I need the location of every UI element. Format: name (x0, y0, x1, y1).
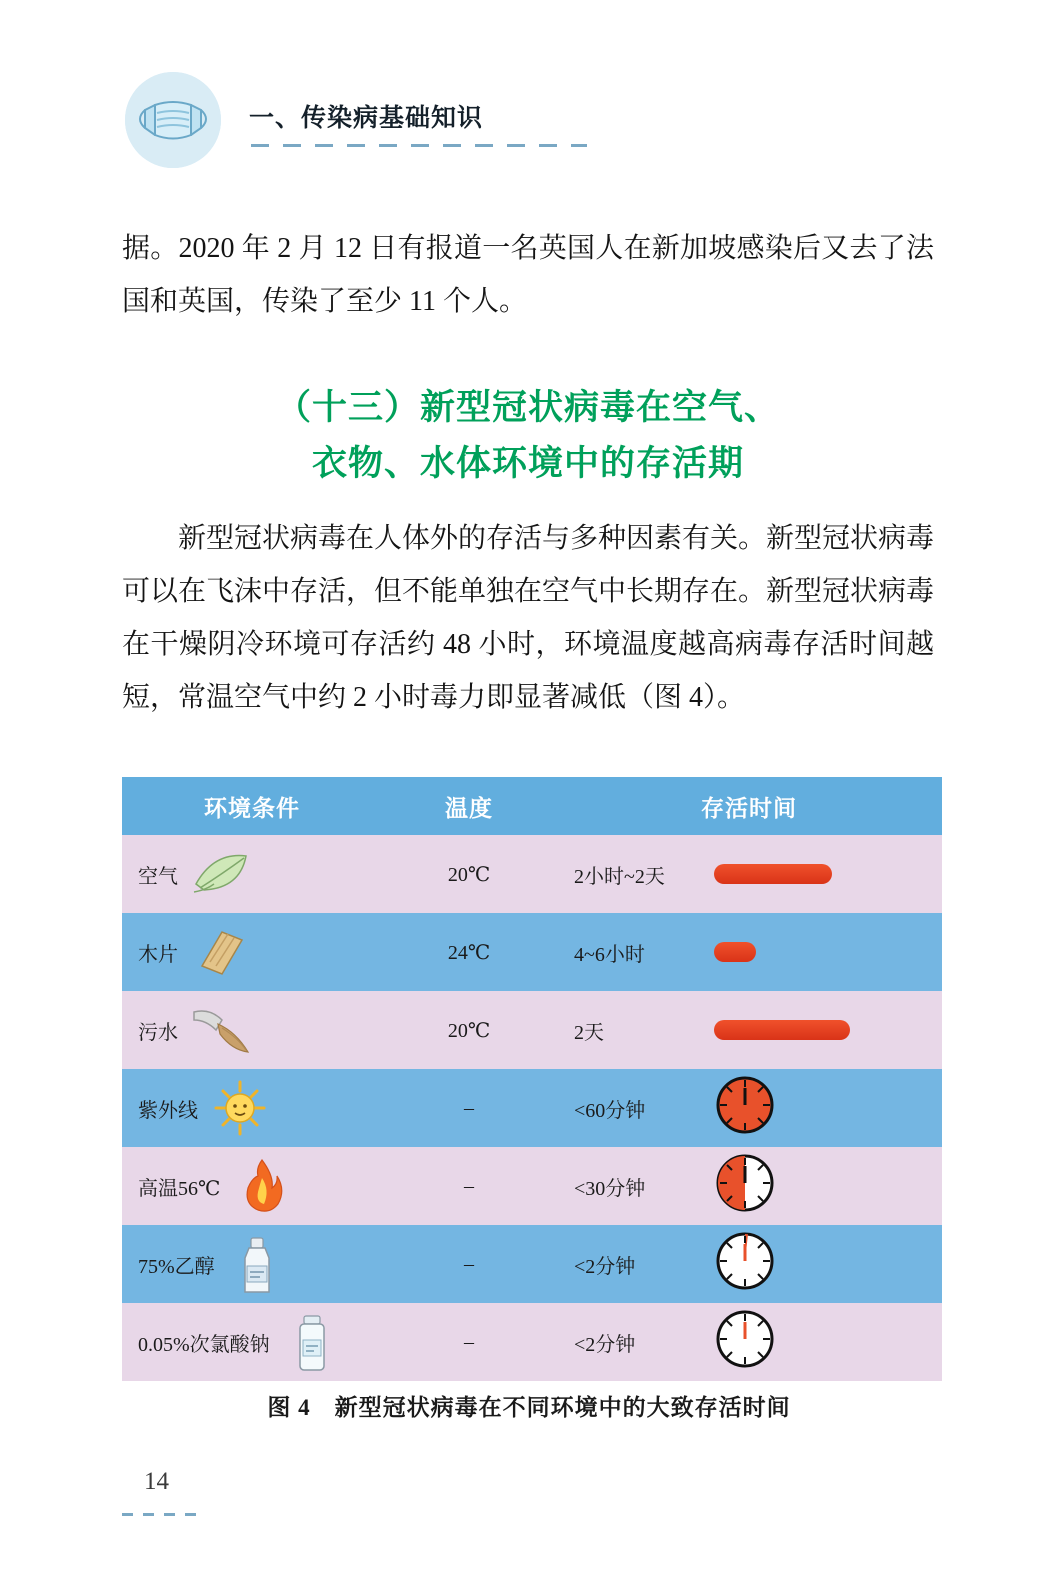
paragraph-intro: 据。2020 年 2 月 12 日有报道一名英国人在新加坡感染后又去了法国和英国，传染了至少 11 个人。 (122, 233, 934, 317)
cell-temperature: – (382, 1147, 556, 1225)
cell-condition (122, 1225, 382, 1303)
survival-label: <2分钟 (574, 1255, 636, 1278)
header-divider (251, 144, 587, 147)
cell-temperature: – (382, 1225, 556, 1303)
cell-survival (556, 835, 942, 913)
cell-condition (122, 1303, 382, 1381)
clock-icon (714, 1152, 776, 1220)
survival-label: 2天 (574, 1021, 604, 1044)
cell-survival (556, 1303, 942, 1381)
cell-condition (122, 1069, 382, 1147)
table-row (122, 835, 942, 913)
survival-label: 4~6小时 (574, 943, 645, 966)
survival-bar (714, 1020, 850, 1040)
survival-label: <30分钟 (574, 1177, 646, 1200)
cell-survival (556, 1069, 942, 1147)
condition-label: 空气 (138, 865, 178, 888)
cell-temperature: – (382, 1069, 556, 1147)
cell-temperature: – (382, 1303, 556, 1381)
clock-icon (714, 1308, 776, 1376)
cell-condition (122, 835, 382, 913)
cell-survival (556, 1147, 942, 1225)
cell-survival (556, 1225, 942, 1303)
section-heading (122, 380, 934, 492)
survival-bar (714, 942, 756, 962)
survival-bar (714, 864, 832, 884)
condition-label: 高温56℃ (138, 1177, 221, 1200)
table-header-row (122, 777, 942, 835)
section-heading-line1: （十三）新型冠状病毒在空气、 (275, 388, 780, 427)
disinfectant-bottle-icon (280, 1312, 344, 1372)
condition-label: 75%乙醇 (138, 1255, 215, 1278)
page-title: 一、传染病基础知识 (249, 105, 484, 132)
cell-survival (556, 991, 942, 1069)
figure-caption: 图 4 新型冠状病毒在不同环境中的大致存活时间 (267, 1395, 791, 1420)
wood-chip-icon (188, 922, 252, 982)
flame-icon (230, 1156, 294, 1216)
survival-label: <60分钟 (574, 1099, 646, 1122)
alcohol-bottle-icon (225, 1234, 289, 1294)
sun-icon (208, 1078, 272, 1138)
cell-condition (122, 991, 382, 1069)
condition-label: 污水 (138, 1021, 178, 1044)
paragraph-survival-text: 新型冠状病毒在人体外的存活与多种因素有关。新型冠状病毒可以在飞沫中存活，但不能单独在空气中长期存在。新型冠状病毒在干燥阴冷环境可存活约 48 小时，环境温度越高病毒存活时间越短，常温空气中约 2 小时毒力即显著减低（图 4）。 (122, 523, 935, 713)
condition-label: 0.05%次氯酸钠 (138, 1333, 270, 1356)
paragraph-survival (122, 512, 934, 724)
table-row (122, 1069, 942, 1147)
section-heading-line2: 衣物、水体环境中的存活期 (311, 444, 744, 483)
condition-label: 紫外线 (138, 1099, 198, 1122)
table-row (122, 913, 942, 991)
footer-divider (122, 1513, 196, 1516)
table-row (122, 1225, 942, 1303)
table-row (122, 1303, 942, 1381)
cell-temperature: 20℃ (382, 835, 556, 913)
survival-label: 2小时~2天 (574, 865, 665, 888)
survival-label: <2分钟 (574, 1333, 636, 1356)
cell-condition (122, 913, 382, 991)
page-header (125, 72, 945, 168)
clock-icon (714, 1074, 776, 1142)
leaf-icon (188, 844, 252, 904)
column-header-survival: 存活时间 (556, 777, 942, 835)
clock-icon (714, 1230, 776, 1298)
sewage-icon (188, 1000, 252, 1060)
face-mask-icon (125, 72, 221, 168)
column-header-condition: 环境条件 (122, 777, 382, 835)
cell-temperature: 24℃ (382, 913, 556, 991)
column-header-temperature: 温度 (382, 777, 556, 835)
cell-condition (122, 1147, 382, 1225)
cell-temperature: 20℃ (382, 991, 556, 1069)
condition-label: 木片 (138, 943, 178, 966)
cell-survival (556, 913, 942, 991)
table-row (122, 1147, 942, 1225)
page-number: 14 (144, 1468, 169, 1495)
survival-time-table (122, 777, 942, 1381)
table-row (122, 991, 942, 1069)
